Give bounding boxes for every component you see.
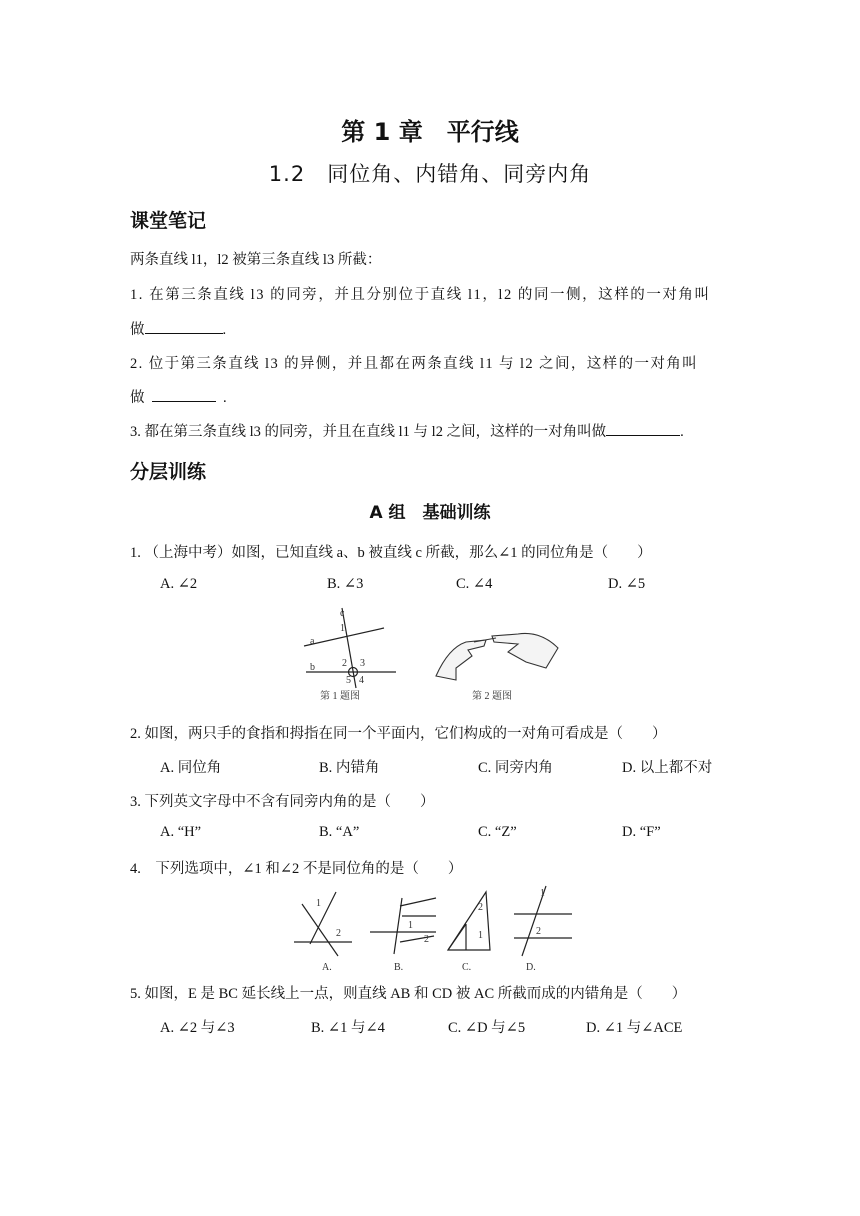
fig4-d-angle-2: 2: [536, 926, 541, 937]
notes-item2-prefix: 做: [130, 390, 145, 406]
question-5-stem: 5. 如图，E 是 BC 延长线上一点，则直线 AB 和 CD 被 AC 所截而成的内错角是（ ）: [130, 986, 687, 1002]
question-3-option-c[interactable]: C. “Z”: [478, 824, 517, 840]
question-3-option-b[interactable]: B. “A”: [319, 824, 360, 840]
question-5-option-b[interactable]: B. ∠1 与∠4: [311, 1020, 385, 1036]
figure-4: [290, 884, 572, 972]
question-1-option-b[interactable]: B. ∠3: [327, 576, 364, 592]
question-1-option-a[interactable]: A. ∠2: [160, 576, 198, 592]
section-title: 1.2 同位角、内错角、同旁内角: [268, 162, 592, 186]
fig4-b-angle-1: 1: [408, 920, 413, 931]
fig4-label-d: D.: [526, 962, 536, 972]
notes-item2-line1: 2. 位于第三条直线 l3 的异侧，并且都在两条直线 l1 与 l2 之间，这样的一对角叫: [130, 356, 699, 372]
fig4-c-angle-2: 2: [478, 902, 483, 913]
question-5-option-a[interactable]: A. ∠2 与∠3: [160, 1020, 235, 1036]
question-5-option-c[interactable]: C. ∠D 与∠5: [448, 1020, 526, 1036]
notes-heading: 课堂笔记: [130, 210, 207, 232]
figure-1-caption: 第 1 题图: [320, 691, 360, 702]
notes-item2-suffix: .: [223, 390, 227, 406]
label-angle-3: 3: [360, 658, 365, 669]
label-a: a: [310, 636, 315, 647]
figure-2-hands: [436, 634, 558, 680]
label-angle-2: 2: [342, 658, 347, 669]
question-4-stem: 4. 下列选项中，∠1 和∠2 不是同位角的是（ ）: [130, 861, 463, 877]
fig4-label-a: A.: [322, 962, 332, 972]
figure-4-option-c: [448, 892, 490, 950]
figure-2-caption: 第 2 题图: [472, 691, 512, 702]
label-angle-5: 5: [346, 675, 351, 686]
fill-in-blank-3[interactable]: [606, 421, 680, 436]
label-c: c: [340, 608, 345, 619]
training-heading: 分层训练: [130, 461, 207, 483]
figure-4-option-a: [294, 892, 352, 956]
fill-in-blank-2[interactable]: [152, 387, 216, 402]
notes-item2-line2: [130, 386, 227, 407]
question-1-stem: 1. （上海中考）如图，已知直线 a、b 被直线 c 所截，那么∠1 的同位角是（ ）: [130, 545, 652, 561]
notes-item3-prefix: 3. 都在第三条直线 l3 的同旁，并且在直线 l1 与 l2 之间，这样的一对角叫做: [130, 424, 607, 440]
question-5-option-d[interactable]: D. ∠1 与∠ACE: [586, 1020, 683, 1036]
question-3-option-d[interactable]: D. “F”: [622, 824, 661, 840]
question-3-stem: 3. 下列英文字母中不含有同旁内角的是（ ）: [130, 794, 435, 810]
label-b: b: [310, 662, 315, 673]
fig4-label-c: C.: [462, 962, 472, 972]
fill-in-blank-1[interactable]: [145, 319, 223, 334]
question-2-stem: 2. 如图，两只手的食指和拇指在同一个平面内，它们构成的一对角可看成是（ ）: [130, 726, 667, 742]
fig4-label-b: B.: [394, 962, 404, 972]
figure-4-option-b: [370, 898, 436, 954]
group-a-title: A 组 基础训练: [369, 503, 491, 523]
label-angle-1: 1: [340, 623, 345, 634]
notes-item3-suffix: .: [680, 424, 684, 440]
question-1-option-d[interactable]: D. ∠5: [608, 576, 646, 592]
fig4-a-angle-2: 2: [336, 928, 341, 939]
notes-item1-prefix: 做: [130, 322, 145, 338]
label-angle-4: 4: [359, 675, 364, 686]
chapter-title: 第 1 章 平行线: [341, 118, 519, 146]
question-2-option-c[interactable]: C. 同旁内角: [478, 760, 553, 776]
notes-item1-line1: 1. 在第三条直线 l3 的同旁，并且分别位于直线 l1，l2 的同一侧，这样的一对角叫: [130, 287, 711, 303]
question-2-option-d[interactable]: D. 以上都不对: [622, 760, 713, 776]
question-2-option-a[interactable]: A. 同位角: [160, 760, 222, 776]
question-3-option-a[interactable]: A. “H”: [160, 824, 202, 840]
notes-item1-line2: [130, 318, 226, 339]
notes-item1-suffix: .: [222, 322, 227, 338]
question-2-option-b[interactable]: B. 内错角: [319, 760, 380, 776]
fig4-d-angle-1: 1: [540, 888, 545, 899]
notes-intro: 两条直线 l1，l2 被第三条直线 l3 所截：: [130, 252, 382, 268]
figure-1-2: [296, 606, 568, 706]
fig4-c-angle-1: 1: [478, 930, 483, 941]
notes-item3: [130, 420, 684, 441]
fig4-b-angle-2: 2: [424, 934, 429, 945]
fig4-a-angle-1: 1: [316, 898, 321, 909]
question-1-option-c[interactable]: C. ∠4: [456, 576, 493, 592]
